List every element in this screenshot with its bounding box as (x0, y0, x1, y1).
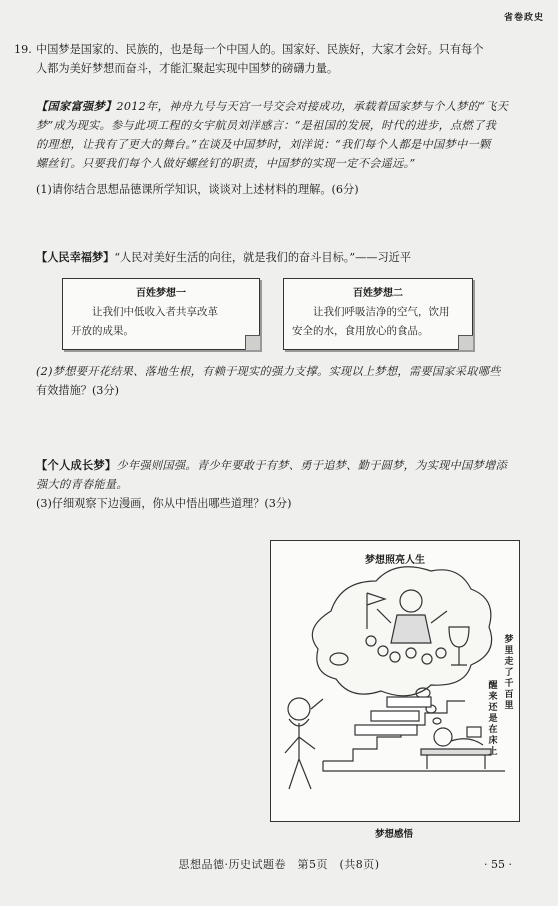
question-number: 19. (14, 43, 32, 56)
comic-vertical-text-right: 梦里走了千百里 (504, 635, 514, 711)
dream-card-2-title: 百姓梦想二 (353, 288, 403, 299)
section3-tag: 【个人成长梦】 (36, 459, 117, 472)
comic-title: 梦想照亮人生 (365, 555, 425, 566)
section3-line-2: 强大的青春能量。 (36, 478, 128, 491)
section1-line-2: 梦”成为现实。参与此项工程的女宇航员刘洋感言：“是祖国的发展，时代的进步，点燃了我 (36, 119, 497, 132)
section2-quote: “人民对美好生活的向往，就是我们的奋斗目标。”——习近平 (114, 251, 412, 264)
section1-line-3: 的理想，让我有了更大的舞台。”在谈及中国梦时，刘洋说：“我们每个人都是中国梦中一颗 (36, 138, 491, 151)
sub-question-2-line-2: 有效措施？(3分) (36, 384, 119, 397)
dream-card-2 (283, 278, 473, 350)
section2-quote-line (36, 248, 536, 267)
section1-tag: 【国家富强梦】 (36, 100, 117, 113)
sub-question-1: (1)请你结合思想品德课所学知识，谈谈对上述材料的理解。(6分) (36, 183, 359, 196)
sub-question-2-line-1: (2)梦想要开花结果、落地生根，有赖于现实的强力支撑。实现以上梦想，需要国家采取哪些 (36, 365, 501, 378)
card-fold-corner (245, 335, 260, 350)
sub-question-3: (3)仔细观察下边漫画，你从中悟出哪些道理？(3分) (36, 497, 292, 510)
intro-line-1: 中国梦是国家的、民族的，也是每一个中国人的。国家好、民族好，大家才会好。只有每个 (36, 43, 484, 56)
question-intro (36, 40, 536, 78)
section2-tag: 【人民幸福梦】 (36, 251, 115, 264)
section3-line-1: 【个人成长梦】少年强则国强。青少年要敢于有梦、勇于追梦、勤于圆梦，为实现中国梦增添 (36, 459, 507, 472)
comic-panel (270, 540, 520, 822)
comic-illustration (271, 541, 519, 821)
intro-line-2: 人都为美好梦想而奋斗，才能汇聚起实现中国梦的磅礴力量。 (36, 62, 339, 75)
dream-card-1-text: 让我们中低收入者共享改革 开放的成果。 (71, 306, 218, 337)
section1-line-4: 螺丝钉。只要我们每个人做好螺丝钉的职责，中国梦的实现一定不会遥远。” (36, 157, 416, 170)
page-footer: 思想品德·历史试题卷 第5页 (共8页) (178, 858, 380, 871)
dream-card-1-title: 百姓梦想一 (136, 288, 186, 299)
section1-line-1: 【国家富强梦】2012年，神舟九号与天宫一号交会对接成功，承载着国家梦与个人梦的“飞天 (36, 100, 509, 113)
section1-material (36, 97, 541, 173)
card-fold-corner (458, 335, 473, 350)
section3-material (36, 456, 541, 513)
comic-vertical-text-left: 醒来还是在床上 (488, 681, 498, 757)
sub-question-2 (36, 362, 541, 400)
dream-card-1 (62, 278, 260, 350)
header-label: 省卷政史 (503, 13, 544, 23)
page-number: · 55 · (484, 858, 512, 871)
dream-card-2-text: 让我们呼吸洁净的空气，饮用 安全的水，食用放心的食品。 (292, 306, 450, 337)
comic-caption: 梦想感悟 (374, 829, 413, 840)
